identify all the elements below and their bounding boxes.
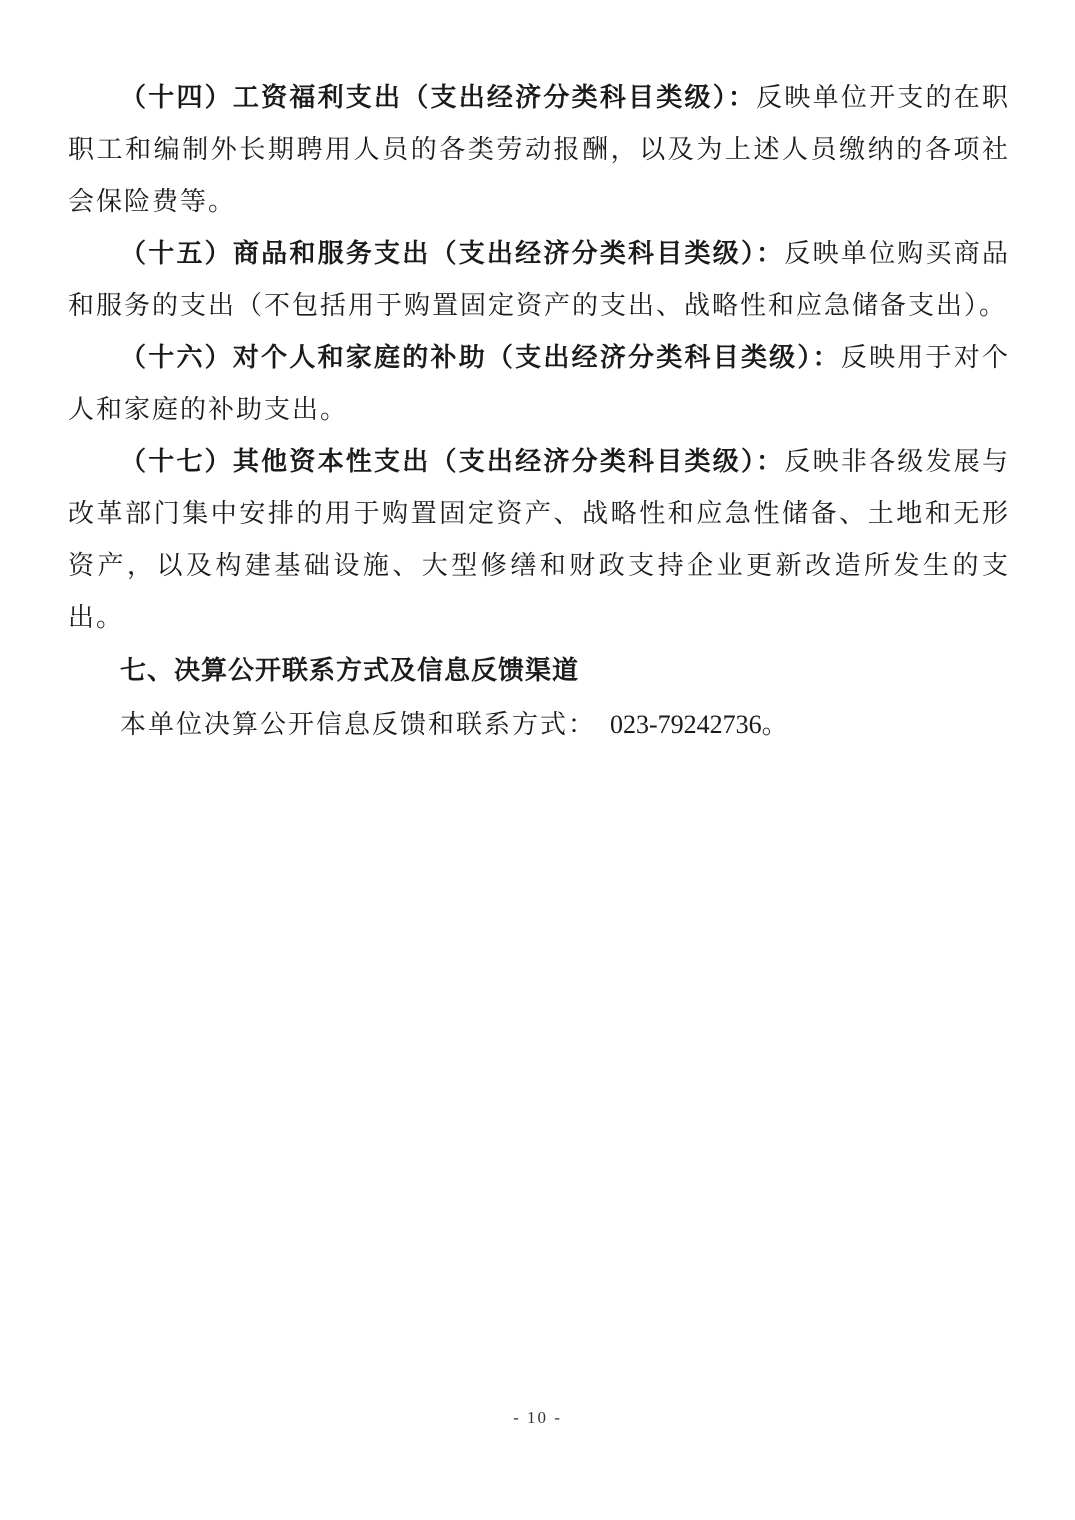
term-definition: 反映非各级发展与改革部门集中安排的用于购置固定资产、战略性和应急性储备、土地和无形资产，以及构建基础设施、大型修缮和财政支持企业更新改造所发生的支出。 — [68, 447, 1010, 633]
term-heading: （十四）工资福利支出（支出经济分类科目类级）： — [120, 83, 757, 113]
paragraph-other-capital-expenditure — [68, 436, 1010, 644]
term-definition: 反映用于对个人和家庭的补助支出。 — [68, 343, 1010, 425]
document-body — [68, 72, 1010, 752]
contact-line — [68, 698, 1010, 752]
contact-label: 本单位决算公开信息反馈和联系方式： — [120, 710, 597, 740]
section-heading-contact: 七、决算公开联系方式及信息反馈渠道 — [120, 656, 580, 686]
contact-phone: 023-79242736。 — [610, 710, 788, 739]
paragraph-wage-welfare-expenditure — [68, 72, 1010, 228]
paragraph-goods-services-expenditure — [68, 228, 1010, 332]
term-definition: 反映单位开支的在职职工和编制外长期聘用人员的各类劳动报酬，以及为上述人员缴纳的各项社会保险费等。 — [68, 83, 1010, 217]
term-heading: （十五）商品和服务支出（支出经济分类科目类级）： — [120, 239, 785, 269]
term-heading: （十七）其他资本性支出（支出经济分类科目类级）： — [120, 447, 785, 477]
term-definition: 反映单位购买商品和服务的支出（不包括用于购置固定资产的支出、战略性和应急储备支出）。 — [68, 239, 1010, 321]
term-heading: （十六）对个人和家庭的补助（支出经济分类科目类级）： — [120, 343, 841, 373]
paragraph-household-subsidy — [68, 332, 1010, 436]
page-number: - 10 - — [513, 1408, 562, 1427]
